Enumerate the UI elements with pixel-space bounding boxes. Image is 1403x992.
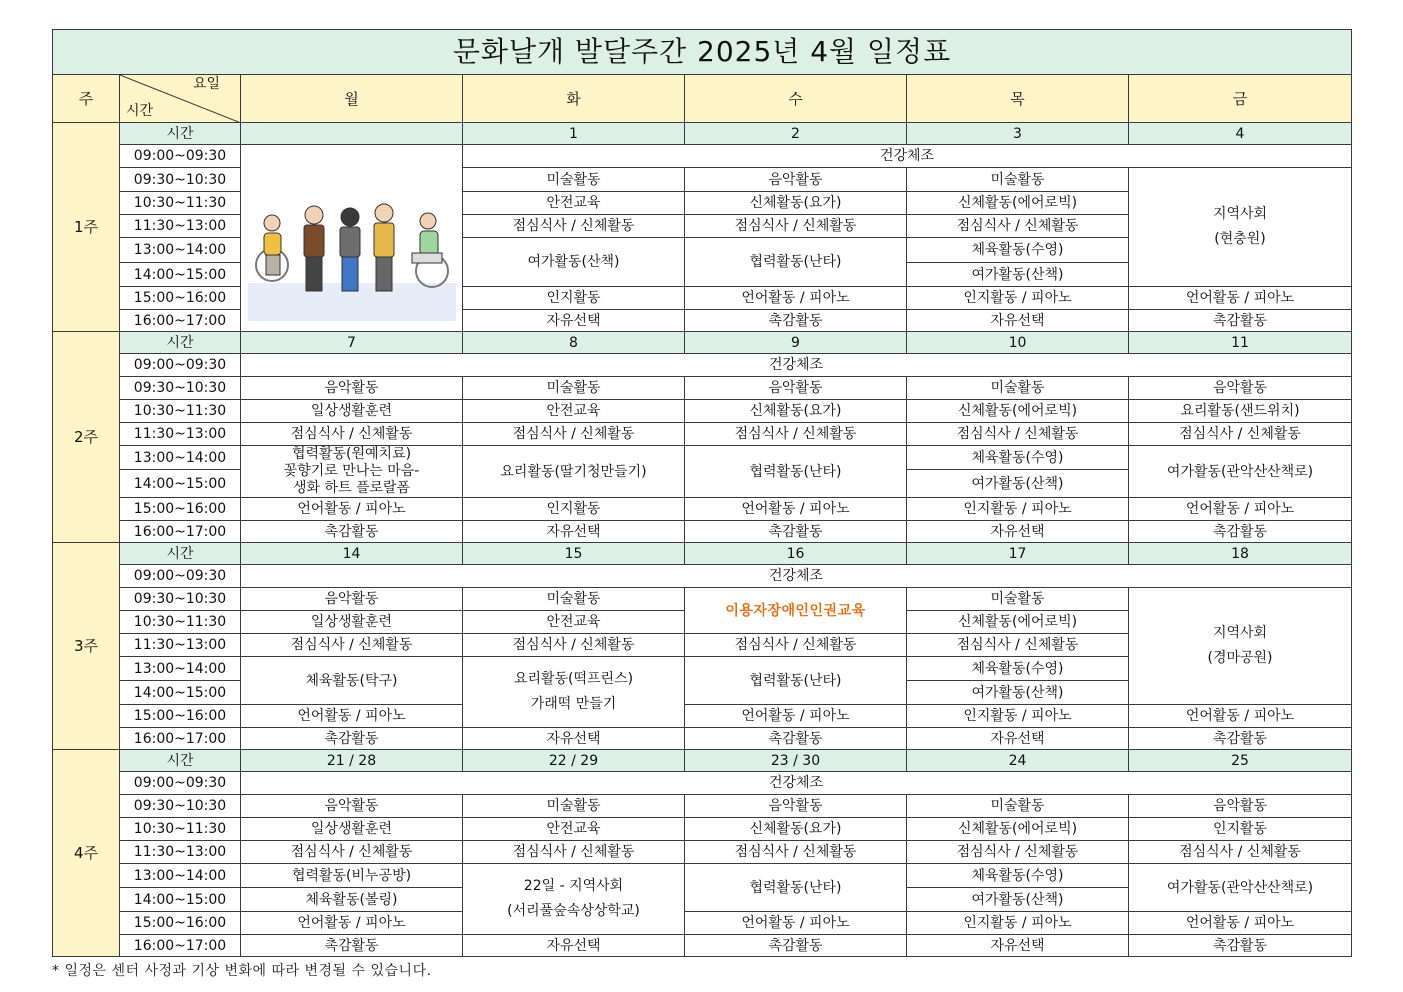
activity-cell: 신체활동(에어로빅) <box>907 192 1129 215</box>
date-cell: 9 <box>685 332 907 354</box>
activity-cell: 체육활동(볼링) <box>241 888 463 912</box>
date-cell: 10 <box>907 332 1129 354</box>
page-title: 문화날개 발달주간 2025년 4월 일정표 <box>53 30 1352 75</box>
activity-cell: 체육활동(수영) <box>907 864 1129 888</box>
activity-cell: 점심식사 / 신체활동 <box>1129 423 1352 446</box>
time-slot: 13:00~14:00 <box>120 446 241 470</box>
date-cell: 8 <box>463 332 685 354</box>
time-slot: 11:30~13:00 <box>120 634 241 657</box>
activity-cell: 신체활동(에어로빅) <box>907 400 1129 423</box>
activity-cell <box>241 446 463 498</box>
activity-cell: 점심식사 / 신체활동 <box>685 215 907 238</box>
time-slot: 13:00~14:00 <box>120 864 241 888</box>
week-label: 4주 <box>53 750 120 957</box>
time-slot: 09:30~10:30 <box>120 377 241 400</box>
activity-cell: 일상생활훈련 <box>241 818 463 841</box>
activity-cell: 인지활동 <box>463 287 685 310</box>
week-label: 3주 <box>53 543 120 750</box>
activity-cell: 인지활동 / 피아노 <box>907 287 1129 310</box>
time-slot: 09:30~10:30 <box>120 168 241 192</box>
activity-cell: 미술활동 <box>463 168 685 192</box>
activity-cell: 점심식사 / 신체활동 <box>907 215 1129 238</box>
health-exercise-cell: 건강체조 <box>463 145 1352 168</box>
activity-cell: 점심식사 / 신체활동 <box>1129 841 1352 864</box>
time-slot: 09:30~10:30 <box>120 588 241 611</box>
time-slot: 15:00~16:00 <box>120 705 241 728</box>
activity-cell: 인지활동 / 피아노 <box>907 912 1129 935</box>
activity-cell: 체육활동(탁구) <box>241 657 463 705</box>
activity-cell: 인지활동 <box>463 498 685 521</box>
activity-cell: 신체활동(요가) <box>685 400 907 423</box>
activity-cell: 요리활동(딸기청만들기) <box>463 446 685 498</box>
activity-cell: 여가활동(산책) <box>907 888 1129 912</box>
activity-cell: 언어활동 / 피아노 <box>685 912 907 935</box>
activity-cell: 협력활동(비누공방) <box>241 864 463 888</box>
activity-line: 요리활동(떡프린스) <box>513 671 634 687</box>
activity-cell: 미술활동 <box>907 795 1129 818</box>
day-header-mon: 월 <box>241 75 463 123</box>
activity-cell: 음악활동 <box>685 168 907 192</box>
activity-cell: 점심식사 / 신체활동 <box>241 423 463 446</box>
time-slot: 14:00~15:00 <box>120 681 241 705</box>
activity-cell: 점심식사 / 신체활동 <box>685 423 907 446</box>
activity-line: (서리풀숲속상상학교) <box>507 903 640 919</box>
activity-cell: 미술활동 <box>907 588 1129 611</box>
activity-cell: 인지활동 / 피아노 <box>907 705 1129 728</box>
activity-cell: 자유선택 <box>907 521 1129 543</box>
activity-cell: 자유선택 <box>463 728 685 750</box>
community-outing-line1: 지역사회 <box>1212 206 1268 222</box>
time-slot: 16:00~17:00 <box>120 935 241 957</box>
date-cell: 22 / 29 <box>463 750 685 772</box>
activity-cell: 신체활동(에어로빅) <box>907 611 1129 634</box>
schedule-table-wrapper <box>52 29 1352 957</box>
activity-cell: 촉감활동 <box>241 521 463 543</box>
activity-cell: 촉감활동 <box>1129 935 1352 957</box>
time-slot: 10:30~11:30 <box>120 400 241 423</box>
activity-cell: 촉감활동 <box>1129 521 1352 543</box>
time-slot: 15:00~16:00 <box>120 287 241 310</box>
activity-cell: 여가활동(산책) <box>907 470 1129 498</box>
time-slot: 09:00~09:30 <box>120 145 241 168</box>
time-slot: 10:30~11:30 <box>120 818 241 841</box>
activity-cell: 음악활동 <box>241 795 463 818</box>
activity-cell: 자유선택 <box>907 310 1129 332</box>
week-column-header: 주 <box>53 75 120 123</box>
activity-line: 가래떡 만들기 <box>530 696 617 712</box>
health-exercise-cell: 건강체조 <box>241 354 1352 377</box>
activity-cell: 점심식사 / 신체활동 <box>241 841 463 864</box>
activity-cell: 안전교육 <box>463 400 685 423</box>
date-cell: 2 <box>685 123 907 145</box>
health-exercise-cell: 건강체조 <box>241 565 1352 588</box>
time-slot: 13:00~14:00 <box>120 238 241 263</box>
date-cell: 7 <box>241 332 463 354</box>
activity-cell: 인지활동 / 피아노 <box>907 498 1129 521</box>
day-header-thu: 목 <box>907 75 1129 123</box>
time-slot: 09:00~09:30 <box>120 354 241 377</box>
activity-cell: 점심식사 / 신체활동 <box>241 634 463 657</box>
activity-cell: 일상생활훈련 <box>241 611 463 634</box>
activity-cell: 여가활동(산책) <box>907 263 1129 287</box>
date-cell: 15 <box>463 543 685 565</box>
activity-cell: 자유선택 <box>463 310 685 332</box>
day-header-tue: 화 <box>463 75 685 123</box>
activity-cell: 음악활동 <box>685 795 907 818</box>
time-slot: 16:00~17:00 <box>120 521 241 543</box>
activity-line: 협력활동(원예치료) <box>291 446 412 462</box>
activity-line: 꽃향기로 만나는 마음- <box>283 463 420 479</box>
time-slot: 15:00~16:00 <box>120 498 241 521</box>
activity-cell: 자유선택 <box>463 521 685 543</box>
activity-cell: 언어활동 / 피아노 <box>241 498 463 521</box>
activity-cell: 여가활동(산책) <box>463 238 685 287</box>
activity-cell: 협력활동(난타) <box>685 657 907 705</box>
community-outing-cell <box>1129 588 1352 705</box>
time-slot: 14:00~15:00 <box>120 263 241 287</box>
activity-cell: 촉감활동 <box>685 310 907 332</box>
activity-line: 생화 하트 플로랄폼 <box>292 480 411 496</box>
activity-cell: 음악활동 <box>1129 377 1352 400</box>
activity-cell: 자유선택 <box>907 935 1129 957</box>
activity-cell: 여가활동(관악산산책로) <box>1129 446 1352 498</box>
activity-cell: 체육활동(수영) <box>907 446 1129 470</box>
community-outing-line2: (경마공원) <box>1207 650 1273 666</box>
activity-cell: 점심식사 / 신체활동 <box>463 423 685 446</box>
activity-cell: 점심식사 / 신체활동 <box>463 634 685 657</box>
time-slot: 10:30~11:30 <box>120 192 241 215</box>
community-outing-line1: 지역사회 <box>1212 625 1268 641</box>
date-cell: 17 <box>907 543 1129 565</box>
activity-cell: 언어활동 / 피아노 <box>685 287 907 310</box>
date-cell: 18 <box>1129 543 1352 565</box>
time-axis-label: 시간 <box>126 103 154 119</box>
activity-cell: 신체활동(요가) <box>685 192 907 215</box>
activity-cell: 자유선택 <box>907 728 1129 750</box>
time-slot: 13:00~14:00 <box>120 657 241 681</box>
activity-cell: 언어활동 / 피아노 <box>685 498 907 521</box>
activity-cell: 음악활동 <box>1129 795 1352 818</box>
time-slot: 10:30~11:30 <box>120 611 241 634</box>
time-slot: 14:00~15:00 <box>120 888 241 912</box>
activity-cell: 언어활동 / 피아노 <box>1129 498 1352 521</box>
footnote: * 일정은 센터 사정과 기상 변화에 따라 변경될 수 있습니다. <box>52 963 432 979</box>
activity-cell: 점심식사 / 신체활동 <box>685 634 907 657</box>
day-header-fri: 금 <box>1129 75 1352 123</box>
date-cell: 23 / 30 <box>685 750 907 772</box>
activity-cell: 협력활동(난타) <box>685 864 907 912</box>
date-cell: 16 <box>685 543 907 565</box>
activity-cell: 미술활동 <box>463 795 685 818</box>
people-group-illustration <box>241 145 463 332</box>
time-slot: 09:30~10:30 <box>120 795 241 818</box>
day-axis-label: 요일 <box>192 76 220 92</box>
activity-cell: 촉감활동 <box>1129 728 1352 750</box>
activity-cell: 여가활동(관악산산책로) <box>1129 864 1352 912</box>
activity-cell: 음악활동 <box>685 377 907 400</box>
activity-cell: 언어활동 / 피아노 <box>1129 912 1352 935</box>
activity-cell: 언어활동 / 피아노 <box>241 912 463 935</box>
activity-cell: 점심식사 / 신체활동 <box>907 423 1129 446</box>
activity-cell: 언어활동 / 피아노 <box>685 705 907 728</box>
time-label-cell: 시간 <box>120 543 241 565</box>
activity-cell: 미술활동 <box>463 377 685 400</box>
time-slot: 11:30~13:00 <box>120 423 241 446</box>
activity-cell: 언어활동 / 피아노 <box>1129 705 1352 728</box>
activity-cell: 촉감활동 <box>685 521 907 543</box>
activity-cell: 촉감활동 <box>1129 310 1352 332</box>
date-cell: 25 <box>1129 750 1352 772</box>
day-header-wed: 수 <box>685 75 907 123</box>
community-outing-line2: (현충원) <box>1214 231 1266 247</box>
activity-cell: 음악활동 <box>241 377 463 400</box>
activity-cell: 일상생활훈련 <box>241 400 463 423</box>
activity-cell: 점심식사 / 신체활동 <box>907 634 1129 657</box>
activity-cell: 체육활동(수영) <box>907 657 1129 681</box>
activity-cell: 언어활동 / 피아노 <box>241 705 463 728</box>
community-outing-cell <box>1129 168 1352 287</box>
activity-cell: 미술활동 <box>463 588 685 611</box>
activity-cell: 점심식사 / 신체활동 <box>685 841 907 864</box>
schedule-table <box>52 29 1352 957</box>
activity-cell: 신체활동(에어로빅) <box>907 818 1129 841</box>
people-illustration-icon <box>242 145 462 327</box>
time-slot: 15:00~16:00 <box>120 912 241 935</box>
activity-cell: 안전교육 <box>463 192 685 215</box>
time-slot: 16:00~17:00 <box>120 728 241 750</box>
week-label: 2주 <box>53 332 120 543</box>
date-cell: 24 <box>907 750 1129 772</box>
date-cell: 21 / 28 <box>241 750 463 772</box>
date-cell: 1 <box>463 123 685 145</box>
human-rights-education-cell: 이용자장애인인권교육 <box>685 588 907 634</box>
activity-line: 22일 - 지역사회 <box>523 878 624 894</box>
activity-cell <box>463 864 685 935</box>
date-cell: 3 <box>907 123 1129 145</box>
activity-cell: 요리활동(샌드위치) <box>1129 400 1352 423</box>
date-cell: 4 <box>1129 123 1352 145</box>
activity-cell: 미술활동 <box>907 377 1129 400</box>
activity-cell: 체육활동(수영) <box>907 238 1129 263</box>
activity-cell: 협력활동(난타) <box>685 446 907 498</box>
activity-cell: 점심식사 / 신체활동 <box>463 841 685 864</box>
time-slot: 09:00~09:30 <box>120 772 241 795</box>
activity-cell: 촉감활동 <box>241 728 463 750</box>
activity-cell: 미술활동 <box>907 168 1129 192</box>
health-exercise-cell: 건강체조 <box>241 772 1352 795</box>
activity-cell <box>463 657 685 728</box>
activity-cell: 인지활동 <box>1129 818 1352 841</box>
activity-cell: 안전교육 <box>463 611 685 634</box>
diagonal-header-cell <box>120 75 241 123</box>
activity-cell: 촉감활동 <box>685 935 907 957</box>
week-label: 1주 <box>53 123 120 332</box>
activity-cell: 협력활동(난타) <box>685 238 907 287</box>
activity-cell: 점심식사 / 신체활동 <box>463 215 685 238</box>
activity-cell: 음악활동 <box>241 588 463 611</box>
activity-cell: 여가활동(산책) <box>907 681 1129 705</box>
activity-cell: 촉감활동 <box>685 728 907 750</box>
activity-cell: 언어활동 / 피아노 <box>1129 287 1352 310</box>
time-slot: 16:00~17:00 <box>120 310 241 332</box>
date-cell: 14 <box>241 543 463 565</box>
time-label-cell: 시간 <box>120 123 241 145</box>
date-cell <box>241 123 463 145</box>
time-slot: 11:30~13:00 <box>120 841 241 864</box>
date-cell: 11 <box>1129 332 1352 354</box>
time-slot: 11:30~13:00 <box>120 215 241 238</box>
time-label-cell: 시간 <box>120 332 241 354</box>
activity-cell: 촉감활동 <box>241 935 463 957</box>
activity-cell: 자유선택 <box>463 935 685 957</box>
time-slot: 09:00~09:30 <box>120 565 241 588</box>
activity-cell: 점심식사 / 신체활동 <box>907 841 1129 864</box>
activity-cell: 안전교육 <box>463 818 685 841</box>
activity-cell: 신체활동(요가) <box>685 818 907 841</box>
time-slot: 14:00~15:00 <box>120 470 241 498</box>
time-label-cell: 시간 <box>120 750 241 772</box>
